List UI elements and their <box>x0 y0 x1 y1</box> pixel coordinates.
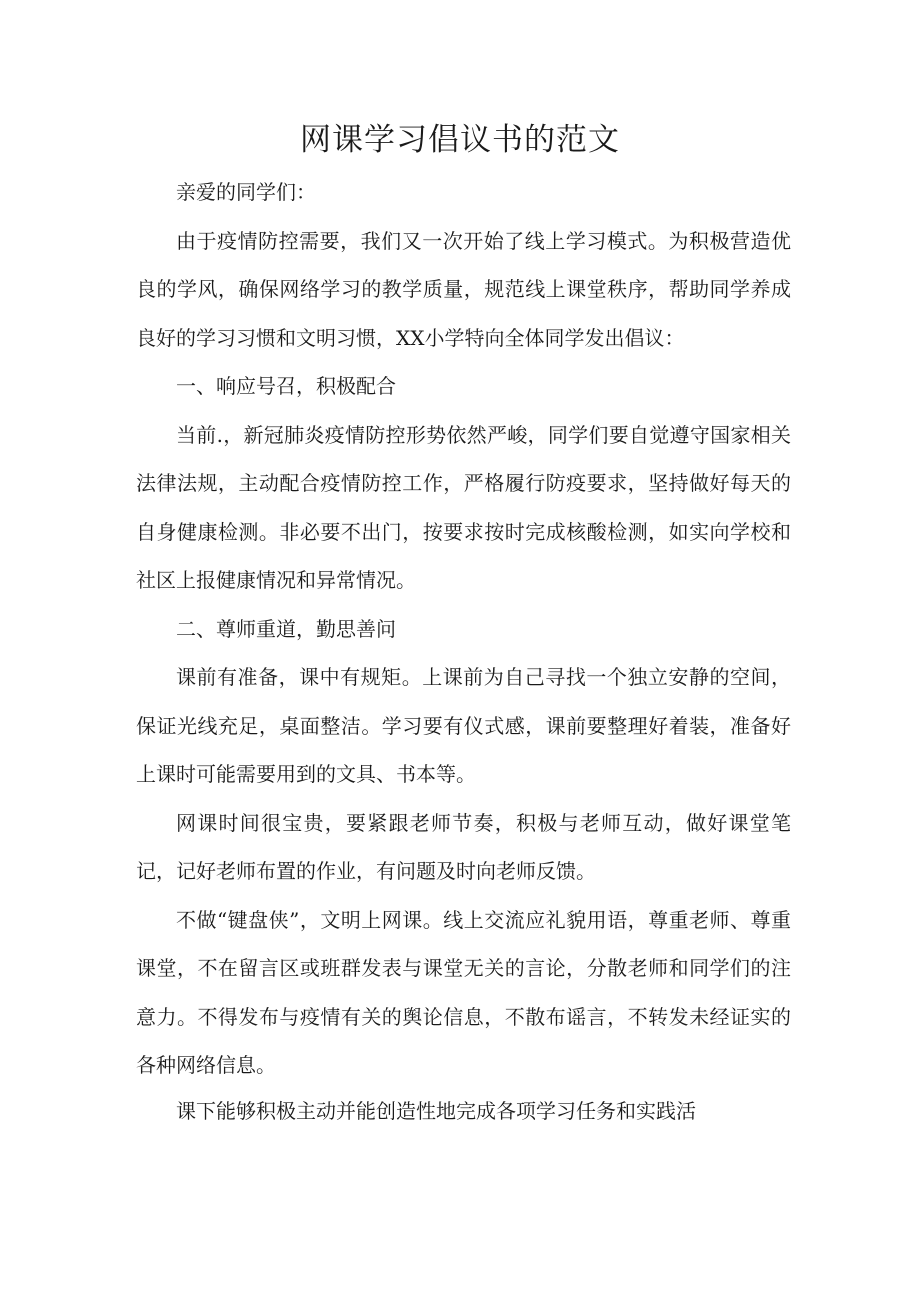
document-title: 网课学习倡议书的范文 <box>300 122 620 158</box>
paragraph-section-1: 当前.，新冠肺炎疫情防控形势依然严峻，同学们要自觉遵守国家相关法律法规，主动配合疫情防控工作，严格履行防疫要求，坚持做好每天的自身健康检测。非必要不出门，按要求按时完成核酸检测，如实向学校和社区上报健康情况和异常情况。 <box>136 422 791 592</box>
paragraph-online-etiquette: 不做“键盘侠”，文明上网课。线上交流应礼貌用语，尊重老师、尊重课堂，不在留言区或班群发表与课堂无关的言论，分散老师和同学们的注意力。不得发布与疫情有关的舆论信息，不散布谣言，不转发未经证实的各种网络信息。 <box>136 907 791 1077</box>
paragraph-intro: 由于疫情防控需要，我们又一次开始了线上学习模式。为积极营造优良的学风，确保网络学习的教学质量，规范线上课堂秩序，帮助同学养成良好的学习习惯和文明习惯，XX小学特向全体同学发出倡议： <box>136 228 791 350</box>
paragraph-preparation: 课前有准备，课中有规矩。上课前为自己寻找一个独立安静的空间，保证光线充足，桌面整洁。学习要有仪式感，课前要整理好着装，准备好上课时可能需要用到的文具、书本等。 <box>136 665 791 786</box>
section-heading-2: 二、尊师重道，勤思善问 <box>176 616 396 641</box>
salutation: 亲爱的同学们： <box>176 180 316 204</box>
section-heading-1: 一、响应号召，积极配合 <box>176 374 396 398</box>
document-body <box>136 168 791 1132</box>
paragraph-class-time: 网课时间很宝贵，要紧跟老师节奏，积极与老师互动，做好课堂笔记，记好老师布置的作业，有问题及时向老师反馈。 <box>136 810 791 883</box>
paragraph-after-class: 课下能够积极主动并能创造性地完成各项学习任务和实践活 <box>176 1098 696 1123</box>
